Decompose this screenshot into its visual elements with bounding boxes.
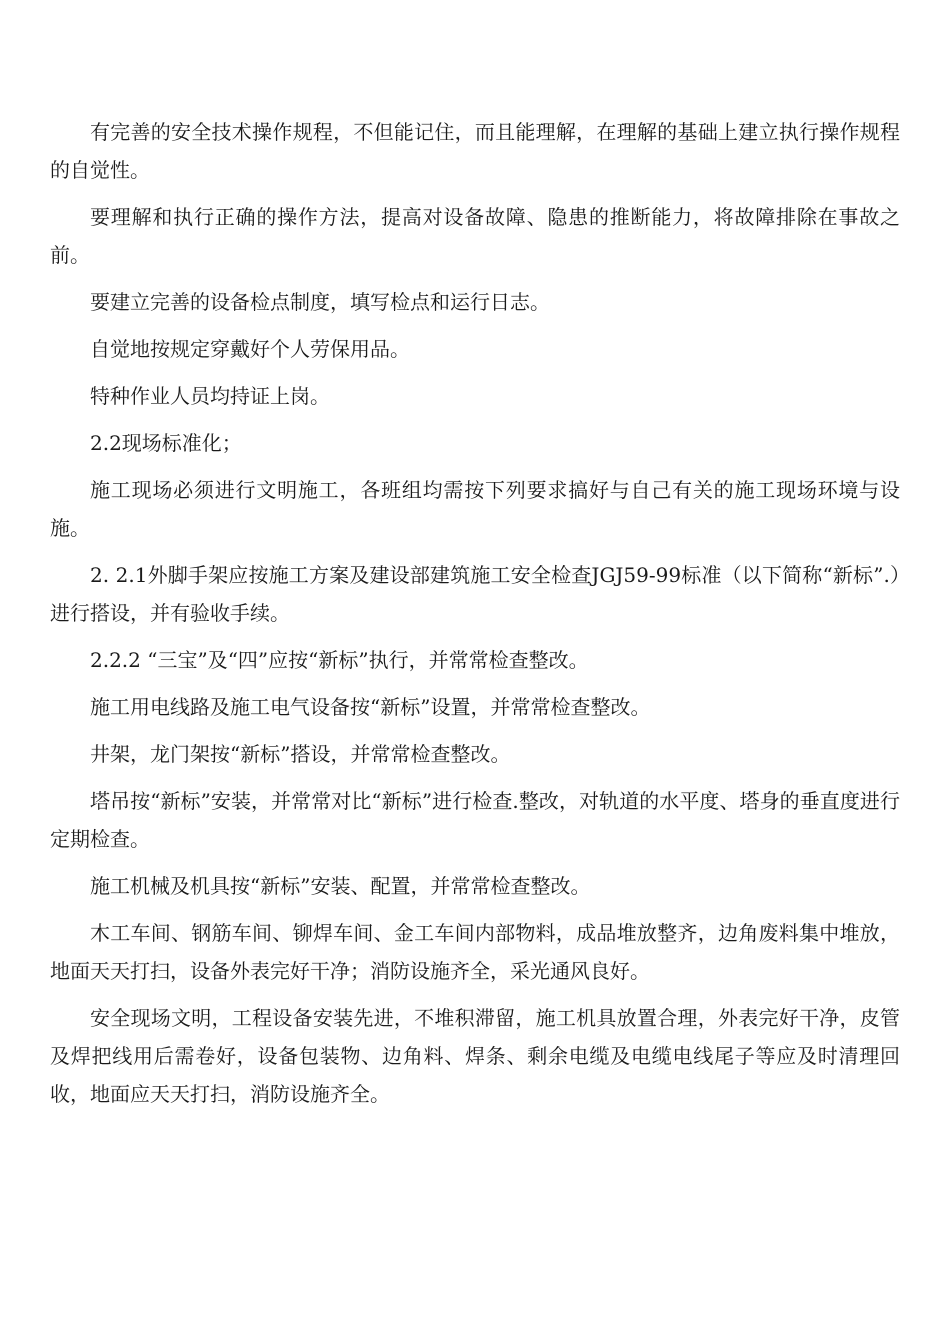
paragraph-electrical-lines: 施工用电线路及施工电气设备按“新标”设置，并常常检查整改。 [90,695,651,719]
paragraph-operation-methods: 要理解和执行正确的操作方法，提高对设备故障、隐患的推断能力，将故障排除在事故之前。 [50,205,900,267]
paragraph-protective-equipment: 自觉地按规定穿戴好个人劳保用品。 [90,337,410,361]
paragraph-civilized-construction: 施工现场必须进行文明施工，各班组均需按下列要求搞好与自己有关的施工现场环境与设施。 [50,478,900,540]
paragraph-safety-procedures: 有完善的安全技术操作规程，不但能记住，而且能理解，在理解的基础上建立执行操作规程的自觉性。 [50,120,900,182]
paragraph-gantry-frames: 井架，龙门架按“新标”搭设，并常常检查整改。 [90,742,511,766]
paragraph-scaffolding: 2. 2.1外脚手架应按施工方案及建设部建筑施工安全检查JGJ59-99标准（以下简称“新标”.）进行搭设，并有验收手续。 [50,563,900,625]
document-page [50,113,900,1122]
paragraph-certified-workers: 特种作业人员均持证上岗。 [90,384,330,408]
paragraph-construction-machinery: 施工机械及机具按“新标”安装、配置，并常常检查整改。 [90,874,591,898]
paragraph-site-civility: 安全现场文明，工程设备安装先进，不堆积滞留，施工机具放置合理，外表完好干净，皮管及焊把线用后需卷好，设备包装物、边角料、焊条、剩余电缆及电缆电线尾子等应及时清理回收，地面应天天打扫，消防设施齐全。 [50,1006,900,1106]
paragraph-inspection-system: 要建立完善的设备检点制度，填写检点和运行日志。 [90,290,550,314]
paragraph-workshops: 木工车间、钢筋车间、铆焊车间、金工车间内部物料，成品堆放整齐，边角废料集中堆放，地面天天打扫，设备外表完好干净；消防设施齐全，采光通风良好。 [50,921,900,983]
paragraph-three-treasures: 2.2.2 “三宝”及“四”应按“新标”执行，并常常检查整改。 [90,648,589,672]
paragraph-tower-crane: 塔吊按“新标”安装，并常常对比“新标”进行检查.整改，对轨道的水平度、塔身的垂直度进行定期检查。 [50,789,900,851]
section-heading-site-standardization: 2.2现场标准化； [90,431,242,455]
